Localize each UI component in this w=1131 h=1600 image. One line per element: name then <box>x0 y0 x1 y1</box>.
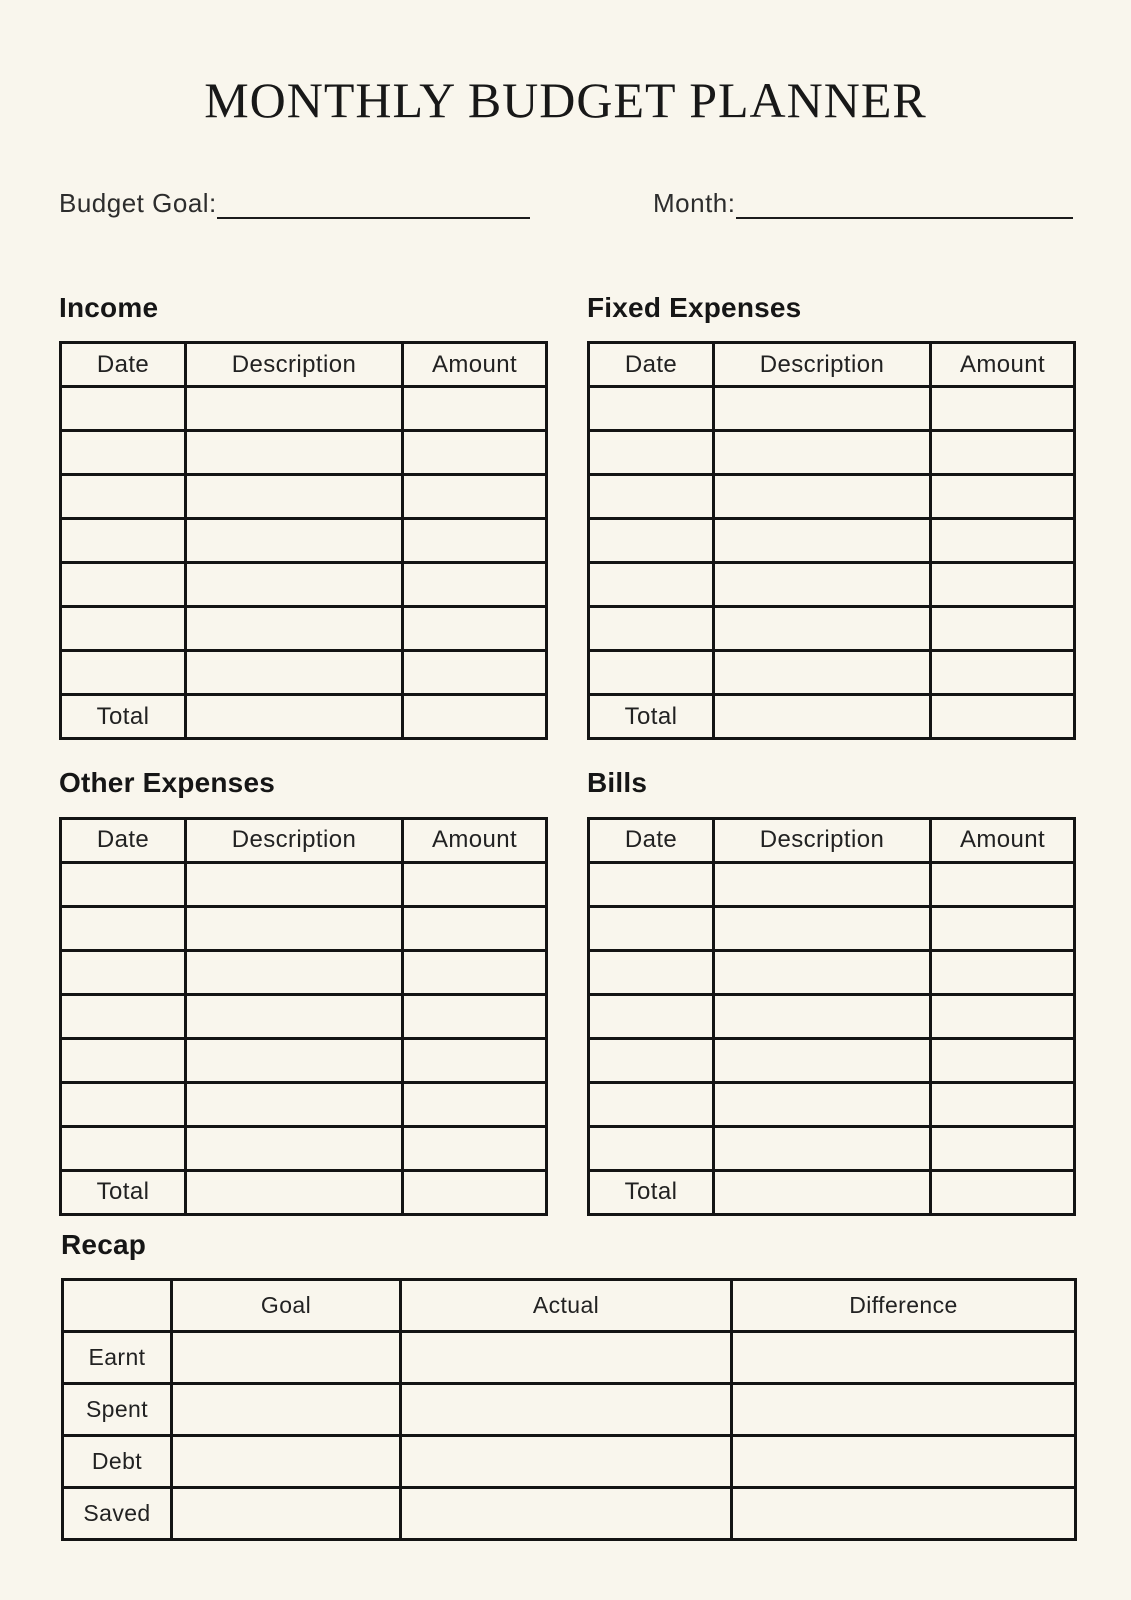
header-row <box>61 818 547 862</box>
description-cell <box>714 906 931 950</box>
recap-row-label: Saved <box>63 1488 172 1540</box>
column-header-amount: Amount <box>403 818 547 862</box>
recap-goal-cell <box>172 1488 401 1540</box>
amount-cell <box>403 607 547 651</box>
amount-cell <box>403 906 547 950</box>
recap-column-actual: Actual <box>401 1280 732 1332</box>
header-row <box>61 343 547 387</box>
amount-cell <box>931 950 1075 994</box>
recap-row-label: Earnt <box>63 1332 172 1384</box>
recap-column-difference: Difference <box>732 1280 1076 1332</box>
amount-cell <box>931 1126 1075 1170</box>
total-description-cell <box>186 695 403 739</box>
recap-actual-cell <box>401 1488 732 1540</box>
empty-row <box>589 1126 1075 1170</box>
date-cell <box>589 1038 714 1082</box>
date-cell <box>61 651 186 695</box>
empty-row <box>589 519 1075 563</box>
empty-row <box>61 387 547 431</box>
amount-cell <box>403 475 547 519</box>
column-header-date: Date <box>589 343 714 387</box>
description-cell <box>186 1082 403 1126</box>
empty-row <box>589 431 1075 475</box>
description-cell <box>186 950 403 994</box>
amount-cell <box>403 1126 547 1170</box>
date-cell <box>61 1038 186 1082</box>
header-row <box>589 343 1075 387</box>
description-cell <box>186 651 403 695</box>
date-cell <box>61 519 186 563</box>
description-cell <box>186 607 403 651</box>
amount-cell <box>931 519 1075 563</box>
date-cell <box>589 950 714 994</box>
recap-heading: Recap <box>61 1228 147 1260</box>
recap-actual-cell <box>401 1436 732 1488</box>
recap-difference-cell <box>732 1488 1076 1540</box>
description-cell <box>714 1126 931 1170</box>
empty-row <box>61 607 547 651</box>
empty-row <box>61 1082 547 1126</box>
amount-cell <box>403 431 547 475</box>
recap-actual-cell <box>401 1332 732 1384</box>
amount-cell <box>931 906 1075 950</box>
column-header-date: Date <box>589 818 714 862</box>
total-amount-cell <box>403 1170 547 1214</box>
description-cell <box>714 1038 931 1082</box>
empty-row <box>61 651 547 695</box>
description-cell <box>186 1126 403 1170</box>
date-cell <box>61 862 186 906</box>
amount-cell <box>403 950 547 994</box>
empty-row <box>61 862 547 906</box>
amount-cell <box>403 651 547 695</box>
amount-cell <box>403 994 547 1038</box>
description-cell <box>186 862 403 906</box>
bills-section <box>587 766 1073 1216</box>
page-title: MONTHLY BUDGET PLANNER <box>204 72 927 128</box>
fixed-expenses-section <box>587 291 1073 741</box>
total-amount-cell <box>931 695 1075 739</box>
empty-row <box>61 1126 547 1170</box>
date-cell <box>589 563 714 607</box>
column-header-amount: Amount <box>931 343 1075 387</box>
column-header-description: Description <box>186 818 403 862</box>
date-cell <box>589 519 714 563</box>
empty-row <box>61 994 547 1038</box>
amount-cell <box>403 1082 547 1126</box>
total-row <box>589 1170 1075 1214</box>
header-row <box>589 818 1075 862</box>
empty-row <box>589 563 1075 607</box>
description-cell <box>186 563 403 607</box>
description-cell <box>714 387 931 431</box>
total-label-cell: Total <box>589 1170 714 1214</box>
amount-cell <box>931 1038 1075 1082</box>
empty-row <box>61 431 547 475</box>
description-cell <box>186 519 403 563</box>
total-amount-cell <box>931 1170 1075 1214</box>
date-cell <box>61 1082 186 1126</box>
fixed-expenses-heading: Fixed Expenses <box>587 291 802 323</box>
total-label-cell: Total <box>61 695 186 739</box>
column-header-amount: Amount <box>931 818 1075 862</box>
recap-difference-cell <box>732 1332 1076 1384</box>
budget-goal-field <box>59 188 530 219</box>
date-cell <box>61 950 186 994</box>
bills-table <box>587 817 1076 1216</box>
date-cell <box>589 1082 714 1126</box>
empty-row <box>61 475 547 519</box>
column-header-description: Description <box>714 343 931 387</box>
amount-cell <box>931 862 1075 906</box>
recap-row-debt <box>63 1436 1076 1488</box>
income-table <box>59 341 548 740</box>
description-cell <box>714 651 931 695</box>
income-heading: Income <box>59 291 159 323</box>
description-cell <box>714 950 931 994</box>
date-cell <box>589 994 714 1038</box>
date-cell <box>589 431 714 475</box>
date-cell <box>61 475 186 519</box>
description-cell <box>714 563 931 607</box>
budget-tables-grid <box>59 291 1073 1216</box>
total-row <box>589 695 1075 739</box>
budget-goal-line <box>217 216 530 219</box>
amount-cell <box>931 607 1075 651</box>
amount-cell <box>931 1082 1075 1126</box>
amount-cell <box>403 1038 547 1082</box>
description-cell <box>186 994 403 1038</box>
date-cell <box>61 906 186 950</box>
description-cell <box>714 1082 931 1126</box>
date-cell <box>589 475 714 519</box>
amount-cell <box>931 994 1075 1038</box>
recap-row-spent <box>63 1384 1076 1436</box>
amount-cell <box>931 475 1075 519</box>
description-cell <box>714 519 931 563</box>
empty-row <box>589 862 1075 906</box>
empty-row <box>589 387 1075 431</box>
amount-cell <box>403 519 547 563</box>
month-line <box>736 216 1074 219</box>
description-cell <box>186 1038 403 1082</box>
empty-row <box>589 950 1075 994</box>
empty-row <box>61 906 547 950</box>
date-cell <box>61 387 186 431</box>
date-cell <box>589 862 714 906</box>
description-cell <box>714 475 931 519</box>
date-cell <box>589 906 714 950</box>
empty-row <box>589 607 1075 651</box>
description-cell <box>714 994 931 1038</box>
recap-row-earnt <box>63 1332 1076 1384</box>
header-fields <box>59 188 1073 219</box>
recap-table <box>61 1278 1077 1541</box>
empty-row <box>589 475 1075 519</box>
recap-corner-cell <box>63 1280 172 1332</box>
recap-difference-cell <box>732 1436 1076 1488</box>
amount-cell <box>931 651 1075 695</box>
date-cell <box>61 1126 186 1170</box>
empty-row <box>61 1038 547 1082</box>
recap-goal-cell <box>172 1384 401 1436</box>
recap-difference-cell <box>732 1384 1076 1436</box>
column-header-amount: Amount <box>403 343 547 387</box>
total-label-cell: Total <box>589 695 714 739</box>
recap-goal-cell <box>172 1436 401 1488</box>
recap-goal-cell <box>172 1332 401 1384</box>
empty-row <box>61 563 547 607</box>
description-cell <box>186 431 403 475</box>
empty-row <box>61 519 547 563</box>
total-row <box>61 695 547 739</box>
total-description-cell <box>186 1170 403 1214</box>
income-section <box>59 291 545 741</box>
description-cell <box>186 906 403 950</box>
other-expenses-table <box>59 817 548 1216</box>
column-header-date: Date <box>61 343 186 387</box>
description-cell <box>714 862 931 906</box>
bills-heading: Bills <box>587 767 648 799</box>
recap-row-label: Spent <box>63 1384 172 1436</box>
amount-cell <box>931 387 1075 431</box>
budget-goal-label: Budget Goal: <box>59 187 217 218</box>
amount-cell <box>931 563 1075 607</box>
column-header-description: Description <box>714 818 931 862</box>
empty-row <box>61 950 547 994</box>
date-cell <box>589 607 714 651</box>
date-cell <box>589 387 714 431</box>
empty-row <box>589 906 1075 950</box>
column-header-date: Date <box>61 818 186 862</box>
date-cell <box>61 994 186 1038</box>
amount-cell <box>403 563 547 607</box>
description-cell <box>186 475 403 519</box>
date-cell <box>61 431 186 475</box>
total-description-cell <box>714 1170 931 1214</box>
fixed-expenses-table <box>587 341 1076 740</box>
total-amount-cell <box>403 695 547 739</box>
total-label-cell: Total <box>61 1170 186 1214</box>
amount-cell <box>403 387 547 431</box>
recap-actual-cell <box>401 1384 732 1436</box>
total-description-cell <box>714 695 931 739</box>
recap-column-goal: Goal <box>172 1280 401 1332</box>
date-cell <box>589 1126 714 1170</box>
date-cell <box>61 563 186 607</box>
empty-row <box>589 1038 1075 1082</box>
description-cell <box>186 387 403 431</box>
description-cell <box>714 431 931 475</box>
date-cell <box>61 607 186 651</box>
amount-cell <box>403 862 547 906</box>
recap-section <box>61 1228 1073 1542</box>
empty-row <box>589 1082 1075 1126</box>
date-cell <box>589 651 714 695</box>
other-expenses-heading: Other Expenses <box>59 767 275 799</box>
recap-row-saved <box>63 1488 1076 1540</box>
recap-row-label: Debt <box>63 1436 172 1488</box>
column-header-description: Description <box>186 343 403 387</box>
month-field <box>653 188 1073 219</box>
recap-header-row <box>63 1280 1076 1332</box>
empty-row <box>589 651 1075 695</box>
empty-row <box>589 994 1075 1038</box>
amount-cell <box>931 431 1075 475</box>
total-row <box>61 1170 547 1214</box>
month-label: Month: <box>653 187 736 218</box>
other-expenses-section <box>59 766 545 1216</box>
description-cell <box>714 607 931 651</box>
